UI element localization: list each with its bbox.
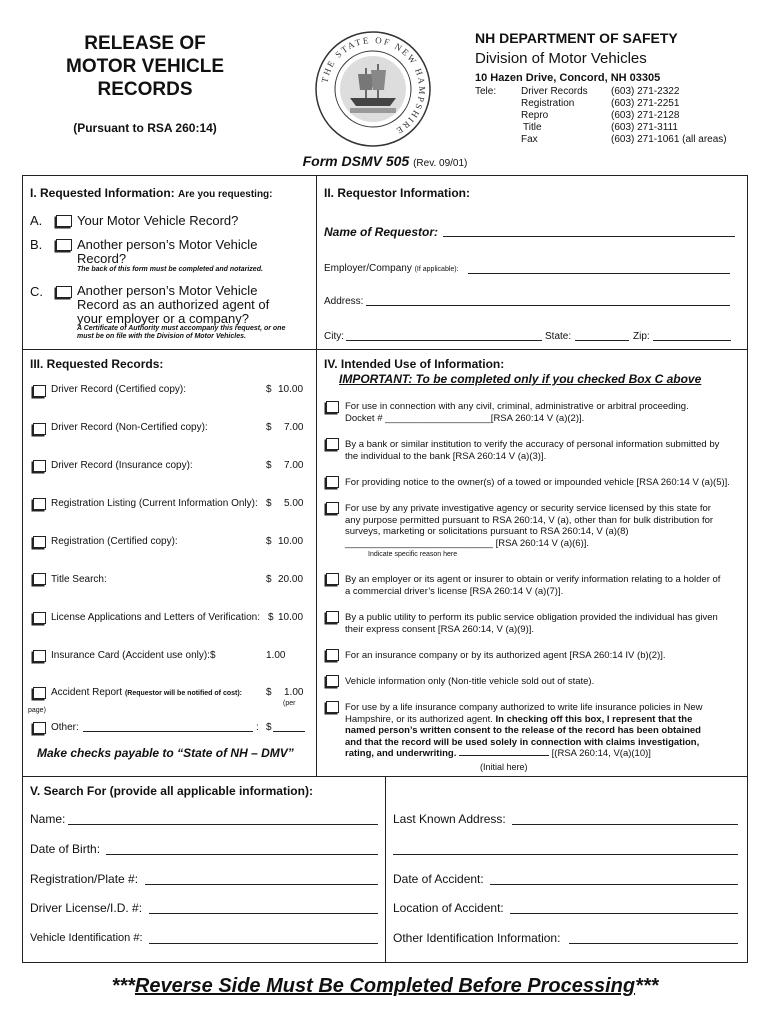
record-price: 10.00 xyxy=(278,612,304,623)
section-1-subtitle: Are you requesting: xyxy=(178,189,273,200)
option-c-line: your employer or a company? xyxy=(77,311,249,326)
form-title-block xyxy=(40,32,250,101)
dept-name: NH DEPARTMENT OF SAFETY xyxy=(475,30,678,46)
use-option-text xyxy=(345,477,745,489)
use-option-line: Vehicle information only (Non-title vehicle sold out of state). xyxy=(345,676,595,687)
checks-payable-note: Make checks payable to “State of NH – DMV” xyxy=(37,746,294,760)
other-dollar: $ xyxy=(266,722,272,733)
contact-label: Registration xyxy=(521,98,575,109)
use-checkbox[interactable] xyxy=(326,438,339,450)
record-checkbox[interactable] xyxy=(33,423,46,435)
section-3-heading: III. Requested Records: xyxy=(30,357,164,371)
record-checkbox[interactable] xyxy=(33,536,46,548)
form-number xyxy=(0,153,770,169)
state-seal-icon xyxy=(314,30,432,148)
record-price: 10.00 xyxy=(278,384,304,395)
title-line: MOTOR VEHICLE xyxy=(66,56,224,77)
record-price: 7.00 xyxy=(284,422,304,433)
other-colon: : xyxy=(256,722,259,733)
initial-field[interactable] xyxy=(459,755,549,756)
search-accident-location-label: Location of Accident: xyxy=(393,901,504,915)
initial-here-label: (Initial here) xyxy=(480,762,528,772)
record-price: 1.00 xyxy=(266,650,286,661)
use-option-line: For an insurance company or by its authorized agent [RSA 260:14 IV (b)(2)]. xyxy=(345,650,666,661)
record-checkbox[interactable] xyxy=(33,385,46,397)
section-2-heading: II. Requestor Information: xyxy=(324,186,471,200)
option-a-letter: A. xyxy=(30,213,43,228)
search-plate-label: Registration/Plate #: xyxy=(30,872,139,886)
accident-report-checkbox[interactable] xyxy=(33,687,46,699)
use-option-line: their express consent [RSA 260:14, V (a)(9)]. xyxy=(345,623,535,635)
employer-label-text: Employer/Company xyxy=(324,263,412,274)
accident-report-label xyxy=(51,687,242,698)
section-1-heading xyxy=(30,186,273,200)
reverse-side-banner xyxy=(0,975,770,998)
use-option-line: the individual to the bank [RSA 260:14 V (a)(3)]. xyxy=(345,450,547,462)
search-address-label: Last Known Address: xyxy=(393,812,506,826)
contact-number: (603) 271-2128 xyxy=(611,110,680,121)
title-line: RECORDS xyxy=(97,79,193,100)
city-label: City: xyxy=(324,331,344,342)
accident-page: page) xyxy=(28,707,46,714)
use-checkbox[interactable] xyxy=(326,675,339,687)
important-note: IMPORTANT: To be completed only if you checked Box C above xyxy=(339,372,702,386)
use-checkbox[interactable] xyxy=(326,649,339,661)
division-name: Division of Motor Vehicles xyxy=(475,50,647,67)
requestor-name-field[interactable] xyxy=(443,236,735,237)
option-b-line: Another person’s Motor Vehicle xyxy=(77,237,258,252)
record-label: Registration Listing (Current Information Only): xyxy=(51,498,258,509)
use-checkbox[interactable] xyxy=(326,476,339,488)
contact-number: (603) 271-3111 xyxy=(611,122,678,133)
record-label: Driver Record (Non-Certified copy): xyxy=(51,422,208,433)
record-checkbox[interactable] xyxy=(33,498,46,510)
life-insurance-line xyxy=(345,714,747,726)
tele-label: Tele: xyxy=(475,86,497,97)
section-1-title: I. Requested Information: xyxy=(30,186,175,200)
use-option-text xyxy=(345,401,745,424)
specific-reason-note: Indicate specific reason here xyxy=(368,551,458,558)
contact-number: (603) 271-2251 xyxy=(611,98,680,109)
life-insurance-line: For use by a life insurance company authorized to write life insurance policies in New xyxy=(345,702,703,713)
state-field[interactable] xyxy=(575,340,629,341)
use-option-line: For use by any private investigative agency or security service licensed by this state for xyxy=(345,503,711,514)
record-price: 10.00 xyxy=(278,536,304,547)
contact-label: Title xyxy=(523,122,542,133)
life-insurance-text-part: Hampshire, or its authorized agent. xyxy=(345,713,493,725)
search-plate-field[interactable] xyxy=(145,884,378,885)
section-5-heading: V. Search For (provide all applicable information): xyxy=(30,784,313,798)
use-checkbox[interactable] xyxy=(326,401,339,413)
record-dollar: $ xyxy=(266,460,272,471)
contact-label: Fax xyxy=(521,134,538,145)
life-insurance-line xyxy=(345,748,747,760)
record-dollar: $ xyxy=(266,384,272,395)
dept-address: 10 Hazen Drive, Concord, NH 03305 xyxy=(475,72,661,84)
contact-label: Driver Records xyxy=(521,86,588,97)
use-option-line: For providing notice to the owner(s) of a towed or impounded vehicle [RSA 260:14 V (a)(5)]. xyxy=(345,477,730,488)
use-option-line: By an employer or its agent or insurer to obtain or verify information relating to a holder of xyxy=(345,574,721,585)
life-insurance-bold-part: In checking off this box, I represent that the xyxy=(495,713,693,725)
use-option-line: For use in connection with any civil, criminal, administrative or arbitral proceeding. xyxy=(345,401,689,412)
search-address-field[interactable] xyxy=(512,824,738,825)
use-option-text xyxy=(345,676,745,688)
record-label: Title Search: xyxy=(51,574,107,585)
banner-stars: *** xyxy=(111,975,135,997)
divider xyxy=(316,175,317,776)
banner-stars: *** xyxy=(635,975,659,997)
use-option-text xyxy=(345,612,745,635)
accident-report-text: Accident Report xyxy=(51,687,123,698)
option-c-letter: C. xyxy=(30,284,43,299)
search-vin-label: Vehicle Identification #: xyxy=(30,932,143,944)
option-b-note: The back of this form must be completed and notarized. xyxy=(77,266,263,273)
record-price: 5.00 xyxy=(284,498,304,509)
record-checkbox[interactable] xyxy=(33,460,46,472)
option-a-checkbox[interactable] xyxy=(56,215,72,227)
banner-text: Reverse Side Must Be Completed Before Processing xyxy=(134,975,636,997)
seal-text: THE STATE OF NEW HAMPSHIRE xyxy=(319,34,428,137)
search-license-field[interactable] xyxy=(149,913,378,914)
search-address-field-2[interactable] xyxy=(393,854,738,855)
contact-number: (603) 271-2322 xyxy=(611,86,680,97)
life-insurance-text-part: [(RSA 260:14, V(a)(10)] xyxy=(551,748,651,759)
search-accident-date-label: Date of Accident: xyxy=(393,872,484,886)
title-line: RELEASE OF xyxy=(84,33,206,54)
record-price: 20.00 xyxy=(278,574,304,585)
address-field[interactable] xyxy=(366,305,730,306)
search-other-id-label: Other Identification Information: xyxy=(393,931,561,945)
option-b-text xyxy=(77,238,257,266)
city-field[interactable] xyxy=(346,340,542,341)
other-amount-field[interactable] xyxy=(273,731,305,732)
use-option-line: By a bank or similar institution to verify the accuracy of personal information submitted by xyxy=(345,439,720,450)
state-label: State: xyxy=(545,331,572,342)
search-dob-label: Date of Birth: xyxy=(30,842,101,856)
record-checkbox[interactable] xyxy=(33,612,46,624)
search-name-label: Name: xyxy=(30,812,66,826)
option-c-note-line: A Certificate of Authority must accompany this request, or one xyxy=(77,325,286,332)
option-b-line: Record? xyxy=(77,251,127,266)
option-c-line: Record as an authorized agent of xyxy=(77,297,270,312)
contact-label: Repro xyxy=(521,110,549,121)
record-label: Driver Record (Insurance copy): xyxy=(51,460,193,471)
use-option-text xyxy=(345,574,745,597)
divider xyxy=(22,349,748,350)
form-name: Form DSMV 505 xyxy=(302,153,410,169)
record-dollar: $ xyxy=(266,574,272,585)
zip-label: Zip: xyxy=(633,331,650,342)
life-insurance-bold-part: rating, and underwriting. xyxy=(345,748,457,759)
use-option-line: By a public utility to perform its public service obligation provided the individual has given xyxy=(345,612,718,623)
contact-number: (603) 271-1061 (all areas) xyxy=(611,134,727,145)
record-dollar: $ xyxy=(266,498,272,509)
accident-report-sub: (Requestor will be notified of cost): xyxy=(124,690,242,697)
record-label: Driver Record (Certified copy): xyxy=(51,384,187,395)
pursuant-text: (Pursuant to RSA 260:14) xyxy=(73,121,217,135)
use-option-line: a commercial driver’s license [RSA 260:14 V (a)(7)]. xyxy=(345,585,564,597)
option-b-letter: B. xyxy=(30,237,43,252)
use-checkbox[interactable] xyxy=(326,573,339,585)
employer-label-sub: (If applicable): xyxy=(414,266,459,273)
use-option-text xyxy=(345,503,745,549)
search-vin-field[interactable] xyxy=(149,943,378,944)
other-label: Other: xyxy=(51,722,79,733)
record-dollar: $ xyxy=(266,536,272,547)
record-label: License Applications and Letters of Verification: xyxy=(51,612,261,623)
other-field[interactable] xyxy=(83,731,253,732)
record-checkbox[interactable] xyxy=(33,573,46,585)
address-label: Address: xyxy=(324,296,364,307)
record-label: Insurance Card (Accident use only):$ xyxy=(51,650,216,661)
record-dollar: $ xyxy=(266,422,272,433)
search-license-label: Driver License/I.D. #: xyxy=(30,901,143,915)
record-checkbox[interactable] xyxy=(33,650,46,662)
divider xyxy=(385,776,386,963)
use-option-line: surveys, marketing or solicitations pursuant to RSA 260:14, V (a)(8) xyxy=(345,526,629,537)
option-c-note-line: must be on file with the Division of Motor Vehicles. xyxy=(77,333,246,340)
search-accident-date-field[interactable] xyxy=(490,884,738,885)
option-c-line: Another person’s Motor Vehicle xyxy=(77,283,258,298)
option-a-text: Your Motor Vehicle Record? xyxy=(77,213,239,228)
record-price: 7.00 xyxy=(284,460,304,471)
option-c-checkbox[interactable] xyxy=(56,286,72,298)
search-other-id-field[interactable] xyxy=(569,943,738,944)
form-revision: (Rev. 09/01) xyxy=(413,158,468,169)
section-4-heading: IV. Intended Use of Information: xyxy=(324,357,505,371)
use-option-line: ____________________________ [RSA 260:14 V (a)(6)]. xyxy=(345,537,590,549)
use-option-text xyxy=(345,650,745,662)
search-accident-location-field[interactable] xyxy=(510,913,738,914)
record-dollar: $ xyxy=(268,612,274,623)
accident-per: (per xyxy=(283,700,296,707)
other-checkbox[interactable] xyxy=(33,722,46,734)
life-insurance-line: and that the record will be used solely in connection with claims investigation, xyxy=(345,736,700,748)
use-option-line: any purpose permitted pursuant to RSA 260:14, V (a), other than for bulk distribution for xyxy=(345,514,714,526)
life-insurance-text xyxy=(345,702,747,760)
record-label: Registration (Certified copy): xyxy=(51,536,178,547)
option-b-checkbox[interactable] xyxy=(56,239,72,251)
life-insurance-line: named person’s written consent to the release of the record has been obtained xyxy=(345,725,701,736)
employer-field[interactable] xyxy=(468,273,730,274)
employer-label xyxy=(324,263,459,274)
search-name-field[interactable] xyxy=(68,824,378,825)
option-c-text xyxy=(77,284,269,326)
accident-price: 1.00 xyxy=(284,687,304,698)
option-c-note xyxy=(77,325,285,341)
search-dob-field[interactable] xyxy=(106,854,378,855)
use-checkbox[interactable] xyxy=(326,611,339,623)
zip-field[interactable] xyxy=(653,340,731,341)
life-insurance-checkbox[interactable] xyxy=(326,701,339,713)
use-checkbox[interactable] xyxy=(326,502,339,514)
accident-dollar: $ xyxy=(266,687,272,698)
use-option-text xyxy=(345,439,745,462)
use-option-line: Docket # ____________________[RSA 260:14 V (a)(2)]. xyxy=(345,412,585,424)
requestor-name-label: Name of Requestor: xyxy=(324,225,439,239)
